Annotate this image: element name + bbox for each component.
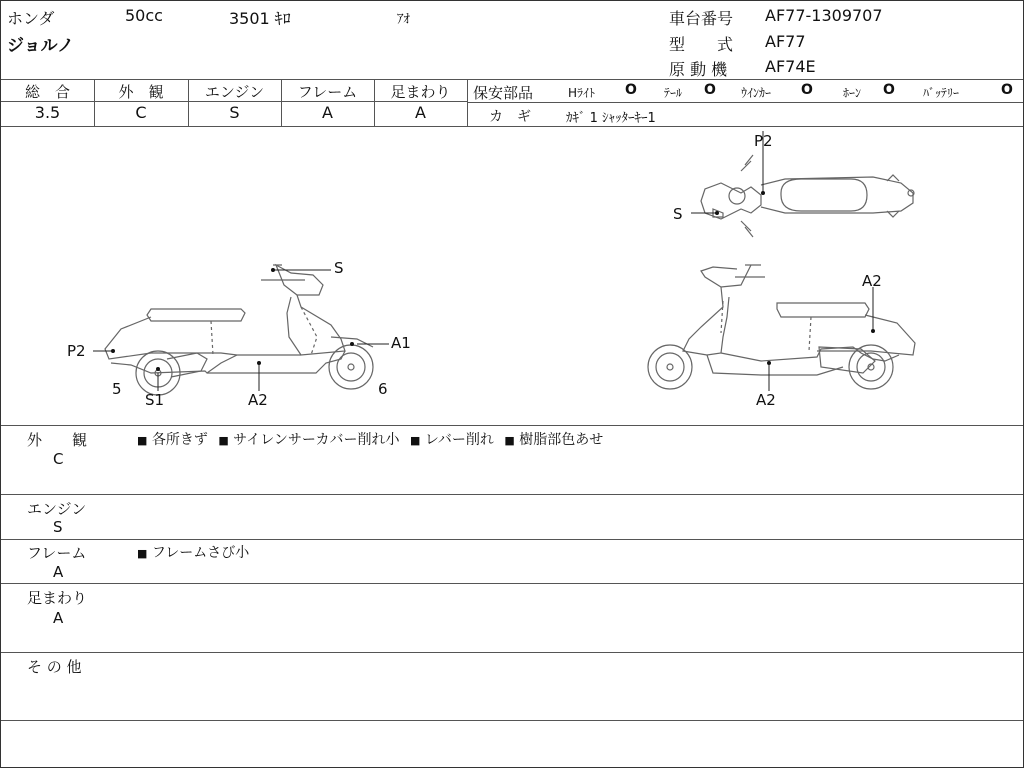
safety-item-tail: ﾃｰﾙ bbox=[664, 86, 683, 100]
mark-right-center: A2 bbox=[756, 391, 776, 409]
note-exterior-grade: C bbox=[53, 450, 64, 468]
note-item: サイレンサーカバー削れ小 bbox=[233, 432, 400, 448]
overall-label: 総 合 bbox=[24, 83, 70, 101]
mark-under-rear: S1 bbox=[145, 391, 165, 409]
note-item: 樹脂部色あせ bbox=[519, 432, 604, 448]
frame-grade-value: A bbox=[322, 103, 333, 122]
left-side-view bbox=[105, 265, 373, 395]
mileage: 3501 ｷﾛ bbox=[229, 9, 291, 28]
note-frame-items: ■ フレームさび小 bbox=[137, 545, 250, 561]
mark-center-left: A2 bbox=[248, 391, 268, 409]
top-view bbox=[701, 155, 914, 237]
note-suspension-label: 足まわり bbox=[27, 589, 88, 607]
mark-top-seat: P2 bbox=[754, 132, 773, 150]
safety-label: 保安部品 bbox=[473, 84, 534, 102]
exterior-label: 外 観 bbox=[118, 83, 164, 101]
overall-value: 3.5 bbox=[34, 103, 61, 122]
mark-top-grip: S bbox=[673, 205, 683, 223]
note-engine-grade: S bbox=[53, 518, 63, 536]
divider bbox=[1, 79, 1023, 80]
note-item: 各所きず bbox=[151, 432, 208, 448]
mark-rear-no: 5 bbox=[112, 380, 122, 398]
note-other-label: そ の 他 bbox=[27, 658, 82, 676]
key-value: ｶｷﾞ 1 ｼｬｯﾀｰｷｰ1 bbox=[566, 111, 656, 126]
engine-value: AF74E bbox=[765, 57, 816, 76]
key-label: カ ギ bbox=[489, 109, 531, 125]
note-item: フレームさび小 bbox=[151, 545, 250, 561]
frame-grade-label: フレーム bbox=[297, 83, 358, 101]
model-name: ジョルノ bbox=[7, 36, 74, 56]
note-engine-label: エンジン bbox=[27, 500, 87, 518]
mark-right-rear: A2 bbox=[862, 272, 882, 290]
note-exterior-label: 外 観 bbox=[27, 431, 88, 449]
safety-item-headlight: Hﾗｲﾄ bbox=[568, 86, 596, 100]
safety-item-horn: ﾎｰﾝ bbox=[843, 86, 862, 100]
note-suspension-grade: A bbox=[53, 609, 64, 627]
engine-grade-label: エンジン bbox=[204, 83, 265, 101]
mark-front-no: 6 bbox=[378, 380, 388, 398]
displacement: 50cc bbox=[125, 6, 163, 25]
safety-status-battery: O bbox=[1001, 82, 1013, 98]
mark-rear: P2 bbox=[67, 342, 86, 360]
mark-handlebar: S bbox=[334, 259, 344, 277]
exterior-value: C bbox=[135, 103, 147, 122]
safety-status-tail: O bbox=[704, 82, 716, 98]
engine-label: 原 動 機 bbox=[669, 60, 728, 79]
safety-status-headlight: O bbox=[625, 82, 637, 98]
divider bbox=[1, 425, 1023, 426]
mark-front: A1 bbox=[391, 334, 411, 352]
note-exterior-items: ■ 各所きず ■ サイレンサーカバー削れ小 ■ レバー削れ ■ 樹脂部色あせ bbox=[137, 432, 604, 448]
frame-no: AF77-1309707 bbox=[765, 6, 883, 25]
note-item: レバー削れ bbox=[424, 432, 494, 448]
note-frame-grade: A bbox=[53, 563, 64, 581]
frame-no-label: 車台番号 bbox=[669, 9, 734, 28]
safety-item-winker: ｳｲﾝｶｰ bbox=[741, 86, 772, 100]
maker: ホンダ bbox=[7, 9, 55, 28]
type-label: 型 式 bbox=[669, 35, 734, 54]
safety-status-horn: O bbox=[883, 82, 895, 98]
safety-item-battery: ﾊﾞｯﾃﾘｰ bbox=[923, 86, 960, 100]
note-frame-label: フレーム bbox=[27, 544, 87, 562]
suspension-grade-label: 足まわり bbox=[390, 83, 451, 101]
color: ｱｵ bbox=[397, 12, 410, 27]
suspension-grade-value: A bbox=[415, 103, 426, 122]
safety-status-winker: O bbox=[801, 82, 813, 98]
engine-grade-value: S bbox=[229, 103, 240, 122]
type-value: AF77 bbox=[765, 32, 806, 51]
